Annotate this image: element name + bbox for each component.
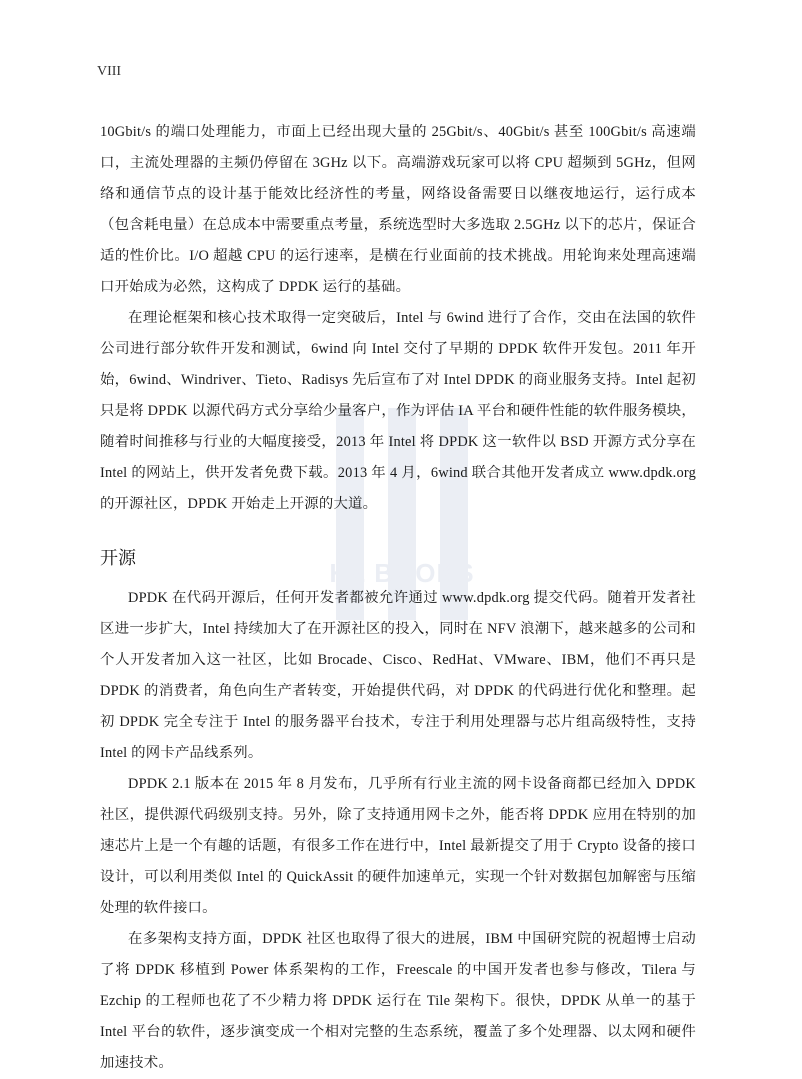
page-number: VIII [97,64,122,79]
watermark-text: HZ BOOKS [329,558,475,588]
paragraph: DPDK 在代码开源后，任何开发者都被允许通过 www.dpdk.org 提交代码。随着开发者社区进一步扩大，Intel 持续加大了在开源社区的投入，同时在 NFV 浪潮下，越来越多的公司和个人开发者加入这一社区，比如 Brocade、Cisco、RedHat、VMware、IBM，他们不再只是 DPDK 的消费者，角色向生产者转变，开始提供代码，对 DPDK 的代码进行优化和整理。起初 DPDK 完全专注于 Intel 的服务器平台技术，专注于利用处理器与芯片组高级特性，支持 Intel 的网卡产品线系列。 [100,590,696,761]
section-heading: 开源 [100,548,136,569]
paragraph-continued: 10Gbit/s 的端口处理能力，市面上已经出现大量的 25Gbit/s、40Gbit/s 甚至 100Gbit/s 高速端口，主流处理器的主频仍停留在 3GHz 以下。高端游戏玩家可以将 CPU 超频到 5GHz，但网络和通信节点的设计基于能效比经济性的考量，网络设备需要日以继夜地运行，运行成本（包含耗电量）在总成本中需要重点考量，系统选型时大多选取 2.5GHz 以下的芯片，保证合适的性价比。I/O 超越 CPU 的运行速率，是横在行业面前的技术挑战。用轮询来处理高速端口开始成为必然，这构成了 DPDK 运行的基础。 [100,124,696,295]
paragraph: DPDK 2.1 版本在 2015 年 8 月发布，几乎所有行业主流的网卡设备商都已经加入 DPDK 社区，提供源代码级别支持。另外，除了支持通用网卡之外，能否将 DPDK 应用在特别的加速芯片上是一个有趣的话题，有很多工作在进行中，Intel 最新提交了用于 Crypto 设备的接口设计，可以利用类似 Intel 的 QuickAssit 的硬件加速单元，实现一个针对数据包加解密与压缩处理的软件接口。 [100,776,696,916]
page-body [100,117,696,1079]
paragraph: 在多架构支持方面，DPDK 社区也取得了很大的进展，IBM 中国研究院的祝超博士启动了将 DPDK 移植到 Power 体系架构的工作，Freescale 的中国开发者也参与修改，Tilera 与 Ezchip 的工程师也花了不少精力将 DPDK 运行在 Tile 架构下。很快，DPDK 从单一的基于 Intel 平台的软件，逐步演变成一个相对完整的生态系统，覆盖了多个处理器、以太网和硬件加速技术。 [100,931,696,1071]
paragraph: 在理论框架和核心技术取得一定突破后，Intel 与 6wind 进行了合作，交由在法国的软件公司进行部分软件开发和测试，6wind 向 Intel 交付了早期的 DPDK 软件开发包。2011 年开始，6wind、Windriver、Tieto、Radisys 先后宣布了对 Intel DPDK 的商业服务支持。Intel 起初只是将 DPDK 以源代码方式分享给少量客户，作为评估 IA 平台和硬件性能的软件服务模块，随着时间推移与行业的大幅度接受，2013 年 Intel 将 DPDK 这一软件以 BSD 开源方式分享在 Intel 的网站上，供开发者免费下载。2013 年 4 月，6wind 联合其他开发者成立 www.dpdk.org 的开源社区，DPDK 开始走上开源的大道。 [100,310,696,512]
